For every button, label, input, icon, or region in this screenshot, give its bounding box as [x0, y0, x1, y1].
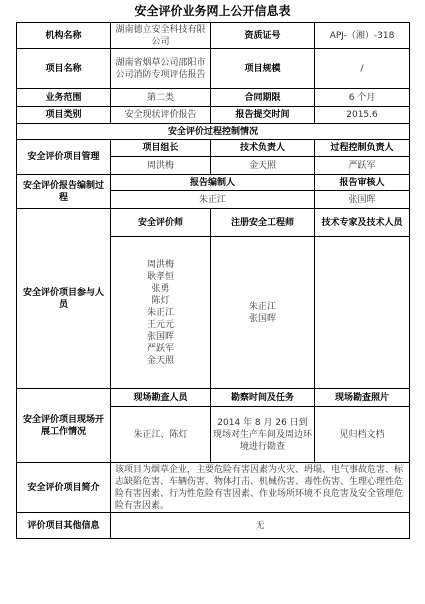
leader-header: 项目组长	[111, 140, 211, 157]
submit-time-value: 2015.6	[315, 107, 410, 124]
site-photo-value: 见归档文档	[315, 407, 410, 463]
evaluator-name: 耿孝恒	[146, 271, 174, 282]
engineer-header: 注册安全工程师	[211, 209, 315, 237]
site-photo-header: 现场勘查照片	[315, 389, 410, 407]
info-table	[16, 22, 410, 539]
category-label: 项目类别	[17, 107, 111, 124]
org-row	[17, 23, 410, 49]
participants-label: 安全评价项目参与人员	[17, 209, 111, 389]
author-value: 朱正江	[111, 191, 315, 209]
tech-header: 技术负责人	[211, 140, 315, 157]
evaluator-name: 张勇	[151, 283, 170, 294]
evaluator-name: 朱正江	[146, 307, 174, 318]
cert-value: APJ-（湘）-318	[315, 23, 410, 49]
scope-label: 业务范围	[17, 89, 111, 107]
process-section-title: 安全评价过程控制情况	[17, 124, 410, 140]
reviewer-header: 报告审核人	[315, 175, 410, 191]
other-row	[17, 513, 410, 539]
evaluator-name: 王元元	[146, 319, 174, 330]
report-label: 安全评价报告编制过程	[17, 175, 111, 209]
other-value: 无	[111, 513, 410, 539]
org-label: 机构名称	[17, 23, 111, 49]
brief-label: 安全评价项目简介	[17, 463, 111, 513]
author-header: 报告编制人	[111, 175, 315, 191]
project-name-value: 湖南省烟草公司邵阳市公司消防专项评估报告	[111, 49, 211, 89]
evaluator-name: 周洪梅	[146, 259, 174, 270]
scope-value: 第二类	[111, 89, 211, 107]
evaluator-name: 严跃军	[146, 343, 174, 354]
project-name-row	[17, 49, 410, 89]
period-label: 合同期限	[211, 89, 315, 107]
expert-list	[315, 237, 410, 389]
site-people-header: 现场勘查人员	[111, 389, 211, 407]
category-row	[17, 107, 410, 124]
engineer-name: 朱正江	[248, 301, 276, 312]
site-time-value: 2014 年 8 月 26 日到现场对生产车间及周边环境进行勘查	[211, 407, 315, 463]
reviewer-value: 张国晖	[315, 191, 410, 209]
scale-value: /	[315, 49, 410, 89]
process-value: 严跃军	[315, 157, 410, 175]
scope-row	[17, 89, 410, 107]
evaluator-name: 陈灯	[151, 295, 170, 306]
period-value: 6 个月	[315, 89, 410, 107]
scale-label: 项目规模	[211, 49, 315, 89]
page-title: 安全评价业务网上公开信息表	[134, 4, 291, 18]
org-value: 湖南德立安全科技有限公司	[111, 23, 211, 49]
site-people-value: 朱正江、陈灯	[111, 407, 211, 463]
other-label: 评价项目其他信息	[17, 513, 111, 539]
expert-header: 技术专家及技术人员	[315, 209, 410, 237]
submit-time-label: 报告提交时间	[211, 107, 315, 124]
tech-value: 金天照	[211, 157, 315, 175]
site-label: 安全评价项目现场开展工作情况	[17, 389, 111, 463]
process-section-row	[17, 124, 410, 140]
evaluator-list	[111, 237, 211, 389]
process-header: 过程控制负责人	[315, 140, 410, 157]
engineer-name: 张国晖	[248, 313, 276, 324]
evaluator-name: 张国晖	[146, 331, 174, 342]
brief-row	[17, 463, 410, 513]
management-label: 安全评价项目管理	[17, 140, 111, 175]
leader-value: 周洪梅	[111, 157, 211, 175]
evaluator-header: 安全评价师	[111, 209, 211, 237]
category-value: 安全现状评价报告	[111, 107, 211, 124]
brief-text: 该项目为烟草企业，主要危险有害因素为火灾、坍塌、电气事故危害、标志缺陷危害、车辆伤害、物体打击、机械伤害、毒性伤害、生理心理性危险有害因素、行为性危险有害因素、作业场所环境不良危害及安全管理危险有害因素。	[111, 463, 410, 513]
project-name-label: 项目名称	[17, 49, 111, 89]
site-header-row	[17, 389, 410, 407]
report-header-row	[17, 175, 410, 191]
site-time-header: 勘察时间及任务	[211, 389, 315, 407]
participants-header-row	[17, 209, 410, 237]
evaluator-name: 金天照	[146, 355, 174, 366]
engineer-list	[211, 237, 315, 389]
cert-label: 资质证号	[211, 23, 315, 49]
management-header-row	[17, 140, 410, 157]
